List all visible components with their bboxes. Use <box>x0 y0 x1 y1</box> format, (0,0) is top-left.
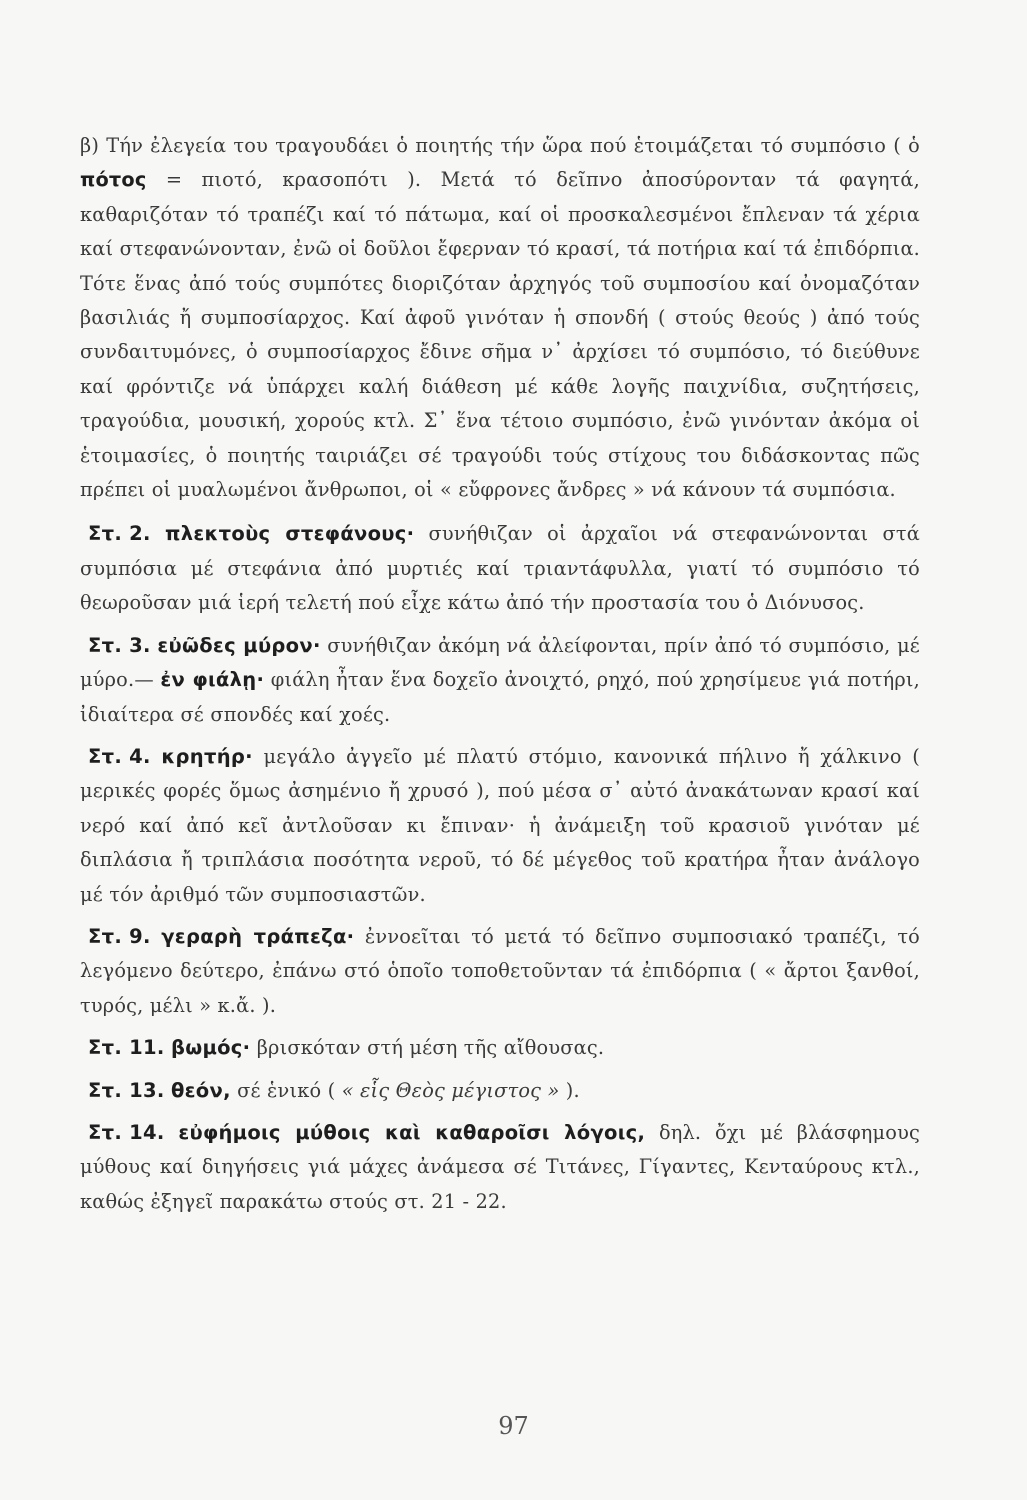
note-verse-14: Στ. 14. εὐφήμοις μύθοις καὶ καθαροῖσι λόγοις, δηλ. ὄχι μέ βλάσφημους μύθους καί διηγήσεις γιά μάχες ἀνάμεσα σέ Τιτάνες, Γίγαντες, Κενταύρους κτλ., καθώς ἐξηγεῖ παρακάτω στούς στ. 21 - 22. <box>80 1116 920 1219</box>
lemma: θεόν, <box>170 1078 231 1102</box>
lemma: κρητήρ· <box>161 744 253 768</box>
note-verse-2: Στ. 2. πλεκτοὺς στεφάνους· συνήθιζαν οἱ ἀρχαῖοι νά στεφανώνονται στά συμπόσια μέ στεφάνια ἀπό μυρτιές καί τριαντάφυλλα, γιατί τό συμπόσιο τό θεωροῦσαν μιά ἱερή τελετή πού εἶχε κάτω ἀπό τήν προστασία του ὁ Διόνυσος. <box>80 517 920 620</box>
page-number: 97 <box>498 1412 529 1440</box>
lemma: εὐῶδες μύρον· <box>157 633 321 657</box>
commentary-text <box>80 129 920 1219</box>
lemma-secondary: ἐν φιάλῃ· <box>160 668 265 692</box>
verse-ref: Στ. 2. <box>88 522 151 546</box>
verse-ref: Στ. 11. <box>88 1036 165 1060</box>
quotation: « εἷς Θεὸς μέγιστος » <box>341 1078 560 1102</box>
verse-ref: Στ. 13. <box>88 1078 165 1102</box>
verse-ref: Στ. 3. <box>88 633 151 657</box>
note-verse-3: Στ. 3. εὐῶδες μύρον· συνήθιζαν ἀκόμη νά ἀλείφονται, πρίν ἀπό τό συμπόσιο, μέ μύρο.— ἐν φιάλῃ· φιάλη ἦταν ἕνα δοχεῖο ἀνοιχτό, ρηχό, πού χρησίμευε γιά ποτήρι, ἰδιαίτερα σέ σπονδές καί χοές. <box>80 629 920 732</box>
verse-ref: Στ. 4. <box>88 744 151 768</box>
note-verse-13: Στ. 13. θεόν, σέ ἑνικό ( « εἷς Θεὸς μέγιστος » ). <box>80 1074 920 1108</box>
lemma: βωμός· <box>170 1036 251 1060</box>
note-verse-4: Στ. 4. κρητήρ· μεγάλο ἀγγεῖο μέ πλατύ στόμιο, κανονικά πήλινο ἤ χάλκινο ( μερικές φορές ὅμως ἀσημένιο ἤ χρυσό ), πού μέσα σ᾽ αὐτό ἀνακάτωναν κρασί καί νερό καί ἀπό κεῖ ἀντλοῦσαν κι ἔπιναν· ἡ ἀνάμειξη τοῦ κρασιοῦ γινόταν μέ διπλάσια ἤ τριπλάσια ποσότητα νεροῦ, τό δέ μέγεθος τοῦ κρατήρα ἦταν ἀνάλογο μέ τόν ἀριθμό τῶν συμποσιαστῶν. <box>80 740 920 912</box>
paragraph-beta: β) Τήν ἐλεγεία του τραγουδάει ὁ ποιητής τήν ὥρα πού ἑτοιμάζεται τό συμπόσιο ( ὁ πότος = πιοτό, κρασοπότι ). Μετά τό δεῖπνο ἀποσύρονταν τά φαγητά, καθαριζόταν τό τραπέζι καί τό πάτωμα, καί οἱ προσκαλεσμένοι ἔπλεναν τά χέρια καί στεφανώνονταν, ἐνῶ οἱ δοῦλοι ἔφερναν τό κρασί, τά ποτήρια καί τά ἐπιδόρπια. Τότε ἕνας ἀπό τούς συμπότες διοριζόταν ἀρχηγός τοῦ συμποσίου καί ὀνομαζόταν βασιλιάς ἤ συμποσίαρχος. Καί ἀφοῦ γινόταν ἡ σπονδή ( στούς θεούς ) ἀπό τούς συνδαιτυμόνες, ὁ συμποσίαρχος ἔδινε σῆμα ν᾽ ἀρχίσει τό συμπόσιο, τό διεύθυνε καί φρόντιζε νά ὑπάρχει καλή διάθεση μέ κάθε λογῆς παιχνίδια, συζητήσεις, τραγούδια, μουσική, χορούς κτλ. Σ᾽ ἕνα τέτοιο συμπόσιο, ἐνῶ γινόνταν ἀκόμα οἱ ἑτοιμασίες, ὁ ποιητής ταιριάζει σέ τραγούδι τούς στίχους του διδάσκοντας πῶς πρέπει οἱ μυαλωμένοι ἄνθρωποι, οἱ « εὔφρονες ἄνδρες » νά κάνουν τά συμπόσια. <box>80 134 920 502</box>
verse-ref: Στ. 14. <box>88 1120 165 1144</box>
lemma: πλεκτοὺς στεφάνους· <box>164 522 415 546</box>
note-verse-11: Στ. 11. βωμός· βρισκόταν στή μέση τῆς αἴθουσας. <box>80 1031 920 1065</box>
term-potos: πότος <box>80 168 147 192</box>
note-verse-9: Στ. 9. γεραρὴ τράπεζα· ἐννοεῖται τό μετά τό δεῖπνο συμποσιακό τραπέζι, τό λεγόμενο δεύτερο, ἐπάνω στό ὁποῖο τοποθετοῦνταν τά ἐπιδόρπια ( « ἄρτοι ξανθοί, τυρός, μέλι » κ.ἄ. ). <box>80 920 920 1023</box>
lemma: εὐφήμοις μύθοις καὶ καθαροῖσι λόγοις, <box>178 1120 646 1144</box>
verse-ref: Στ. 9. <box>88 924 151 948</box>
lemma: γεραρὴ τράπεζα· <box>161 924 355 948</box>
